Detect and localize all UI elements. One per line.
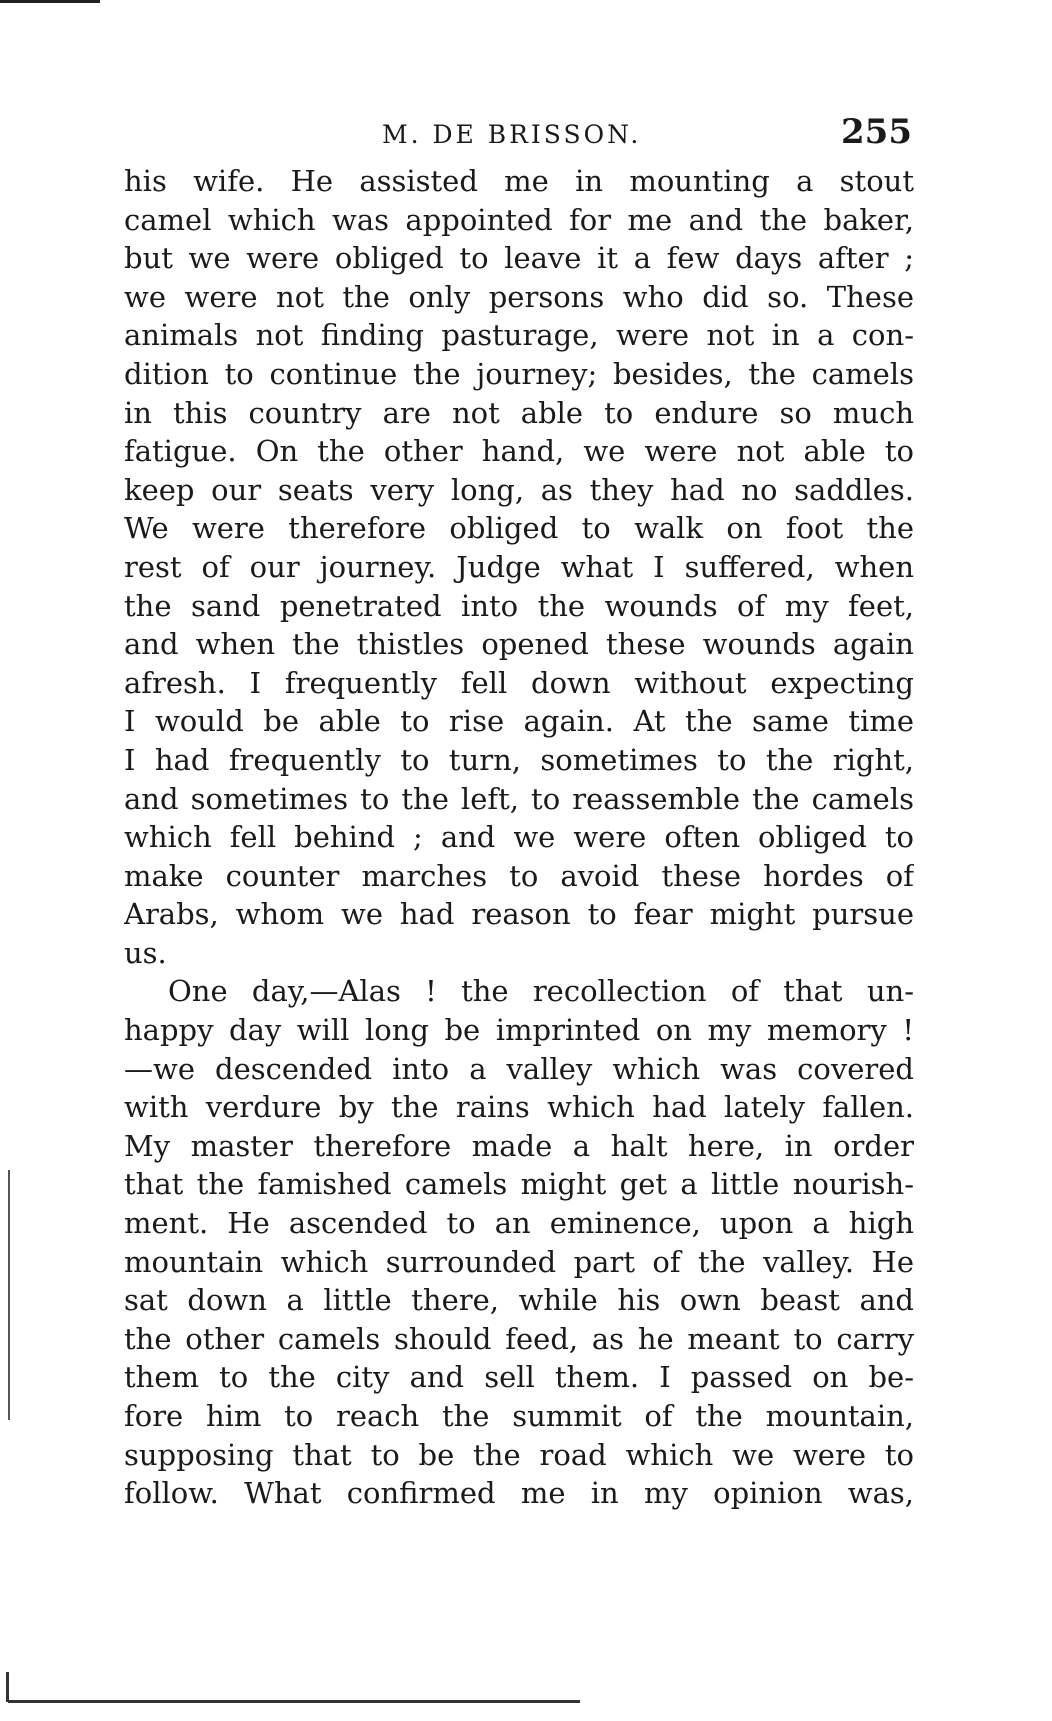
page-number: 255 [841, 112, 912, 152]
text-line: in this country are not able to endure so much [124, 395, 914, 430]
text-line: afresh. I frequently fell down without expecting [124, 665, 914, 700]
top-edge-rule [0, 0, 100, 3]
text-line: us. [124, 935, 167, 970]
text-line: fore him to reach the summit of the mountain, [124, 1399, 914, 1433]
text-line: them to the city and sell them. I passed on be- [124, 1360, 914, 1395]
text-line: which fell behind ; and we were often obliged to [124, 820, 914, 855]
text-line: Arabs, whom we had reason to fear might pursue [124, 897, 914, 932]
text-line: that the famished camels might get a little nourish- [124, 1167, 914, 1202]
text-line: his wife. He assisted me in mounting a stout [124, 164, 914, 198]
text-line: fatigue. On the other hand, we were not able to [124, 434, 914, 469]
text-line: animals not finding pasturage, were not in a con- [124, 318, 914, 353]
text-line: the sand penetrated into the wounds of my feet, [124, 588, 914, 623]
text-line: mountain which surrounded part of the valley. He [124, 1244, 914, 1279]
text-line: supposing that to be the road which we were to [124, 1437, 914, 1472]
text-line: We were therefore obliged to walk on foot the [124, 511, 914, 546]
text-line: and when the thistles opened these wounds again [124, 627, 914, 662]
margin-scan-mark [8, 1170, 10, 1420]
text-line: we were not the only persons who did so. These [124, 279, 914, 314]
text-line: camel which was appointed for me and the baker, [124, 202, 914, 237]
text-line: and sometimes to the left, to reassemble the camels [124, 781, 914, 816]
text-line: dition to continue the journey; besides, the camels [124, 356, 914, 391]
text-line: but we were obliged to leave it a few days after ; [124, 241, 914, 276]
text-line: I had frequently to turn, sometimes to the right, [124, 742, 914, 777]
text-line: the other camels should feed, as he meant to carry [124, 1321, 914, 1356]
text-line: happy day will long be imprinted on my memory ! [124, 1013, 914, 1048]
text-line: ment. He ascended to an eminence, upon a high [124, 1206, 914, 1241]
text-line: with verdure by the rains which had lately fallen. [124, 1090, 914, 1125]
text-line: keep our seats very long, as they had no saddles. [124, 472, 914, 507]
text-line: —we descended into a valley which was covered [124, 1051, 914, 1086]
text-line: My master therefore made a halt here, in order [124, 1128, 914, 1163]
text-line: follow. What confirmed me in my opinion was, [124, 1476, 914, 1511]
bottom-edge-rule [8, 1700, 580, 1703]
text-line: One day,—Alas ! the recollection of that un- [168, 974, 914, 1009]
running-head [124, 112, 914, 152]
running-title: M. DE BRISSON. [382, 120, 642, 149]
text-line: I would be able to rise again. At the same time [124, 704, 914, 739]
bottom-edge-tick [6, 1672, 9, 1702]
text-line: sat down a little there, while his own beast and [124, 1283, 914, 1318]
text-line: rest of our journey. Judge what I suffered, when [124, 549, 914, 584]
text-line: make counter marches to avoid these hordes of [124, 858, 914, 893]
body-text [124, 162, 914, 1513]
